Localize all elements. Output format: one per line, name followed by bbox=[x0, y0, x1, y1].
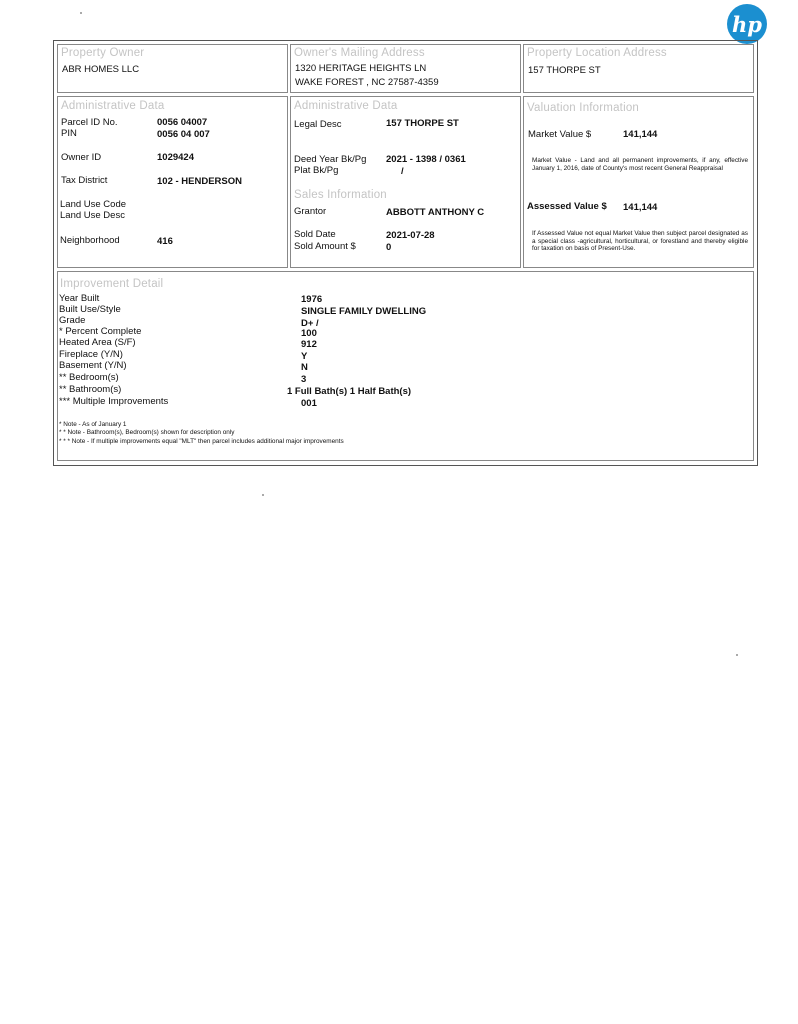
owner-name: ABR HOMES LLC bbox=[62, 64, 140, 75]
market-value-note: Market Value - Land and all permanent improvements, if any, effective January 1, 2016, date of County's most recent General Reappraisal bbox=[532, 157, 748, 172]
neighborhood-label: Neighborhood bbox=[60, 235, 120, 246]
table-row bbox=[59, 337, 479, 348]
owner-id-value: 1029424 bbox=[157, 152, 194, 163]
assessed-value-note: If Assessed Value not equal Market Value then subject parcel designated as a special class -agricultural, horticultural, or forestland and thereby eligible for taxation on basis of Present-Use. bbox=[532, 230, 748, 253]
plat-label: Plat Bk/Pg bbox=[294, 165, 339, 176]
sold-amount-label: Sold Amount $ bbox=[294, 241, 356, 252]
improvement-value: N bbox=[301, 362, 308, 373]
improvement-label: ** Bathroom(s) bbox=[59, 384, 122, 395]
improvement-value: Y bbox=[301, 351, 308, 362]
improvement-label: Heated Area (S/F) bbox=[59, 337, 136, 348]
improvement-value: 001 bbox=[301, 398, 317, 409]
sales-information-header: Sales Information bbox=[294, 189, 387, 201]
table-row bbox=[59, 293, 479, 304]
note-bathroom-bedroom: * * Note - Bathroom(s), Bedroom(s) shown for description only bbox=[59, 429, 235, 436]
mailing-line-1: 1320 HERITAGE HEIGHTS LN bbox=[295, 63, 427, 74]
pin-value: 0056 04 007 bbox=[157, 129, 210, 140]
grantor-value: ABBOTT ANTHONY C bbox=[386, 207, 485, 218]
table-row bbox=[59, 384, 479, 395]
improvement-label: Basement (Y/N) bbox=[59, 360, 127, 371]
location-address-header: Property Location Address bbox=[527, 47, 667, 59]
improvement-value: SINGLE FAMILY DWELLING bbox=[301, 306, 427, 317]
scan-speck bbox=[80, 12, 82, 14]
property-owner-header: Property Owner bbox=[61, 47, 145, 59]
table-row bbox=[59, 349, 479, 360]
improvement-value: 3 bbox=[301, 374, 307, 385]
improvement-label: Grade bbox=[59, 315, 86, 326]
administrative-data-header: Administrative Data bbox=[61, 100, 165, 112]
scan-speck bbox=[262, 494, 264, 496]
legal-desc-value: 157 THORPE ST bbox=[386, 118, 459, 129]
improvement-label: *** Multiple Improvements bbox=[59, 396, 169, 407]
tax-district-label: Tax District bbox=[61, 175, 108, 186]
table-row bbox=[59, 304, 479, 315]
note-multiple-improvements: * * * Note - If multiple improvements equal "MLT" then parcel includes additional major improvements bbox=[59, 438, 344, 445]
land-use-code-label: Land Use Code bbox=[60, 199, 127, 210]
note-as-of: * Note - As of January 1 bbox=[59, 421, 127, 428]
table-row bbox=[59, 360, 479, 371]
pin-label: PIN bbox=[61, 128, 77, 139]
sold-amount-value: 0 bbox=[386, 242, 392, 253]
location-address: 157 THORPE ST bbox=[528, 65, 601, 76]
improvement-label: Year Built bbox=[59, 293, 100, 304]
mailing-line-2: WAKE FOREST , NC 27587-4359 bbox=[295, 77, 439, 88]
improvement-label: Built Use/Style bbox=[59, 304, 121, 315]
improvement-value: 1976 bbox=[301, 294, 323, 305]
improvement-label: ** Bedroom(s) bbox=[59, 372, 119, 383]
parcel-id-label: Parcel ID No. bbox=[61, 117, 118, 128]
owner-id-label: Owner ID bbox=[61, 152, 102, 163]
improvement-detail-header: Improvement Detail bbox=[60, 278, 164, 290]
land-use-desc-label: Land Use Desc bbox=[60, 210, 125, 221]
market-value: 141,144 bbox=[623, 129, 658, 140]
sold-date-label: Sold Date bbox=[294, 229, 336, 240]
table-row bbox=[59, 396, 479, 407]
parcel-id-value: 0056 04007 bbox=[157, 117, 208, 128]
deed-value: 2021 - 1398 / 0361 bbox=[386, 154, 466, 165]
table-row bbox=[59, 372, 479, 383]
scan-speck bbox=[736, 654, 738, 656]
improvement-value: D+ / bbox=[301, 318, 319, 329]
improvement-value: 1 Full Bath(s) 1 Half Bath(s) bbox=[287, 386, 412, 397]
tax-district-value: 102 - HENDERSON bbox=[157, 176, 242, 187]
sold-date-value: 2021-07-28 bbox=[386, 230, 435, 241]
improvement-value: 912 bbox=[301, 339, 317, 350]
improvement-label: * Percent Complete bbox=[59, 326, 142, 337]
neighborhood-value: 416 bbox=[157, 236, 173, 247]
market-value-label: Market Value $ bbox=[528, 129, 592, 140]
valuation-information-header: Valuation Information bbox=[527, 102, 640, 114]
deed-label: Deed Year Bk/Pg bbox=[294, 154, 367, 165]
assessed-value-label: Assessed Value $ bbox=[527, 201, 607, 212]
mailing-address-header: Owner's Mailing Address bbox=[294, 47, 425, 59]
hp-logo: hp bbox=[727, 4, 767, 44]
improvement-label: Fireplace (Y/N) bbox=[59, 349, 123, 360]
table-row bbox=[59, 315, 479, 329]
grantor-label: Grantor bbox=[294, 206, 327, 217]
improvement-value: 100 bbox=[301, 328, 317, 339]
legal-desc-label: Legal Desc bbox=[294, 119, 342, 130]
assessed-value: 141,144 bbox=[623, 202, 658, 213]
plat-value: / bbox=[401, 166, 404, 177]
table-row bbox=[59, 326, 479, 337]
administrative-data-header-2: Administrative Data bbox=[294, 100, 398, 112]
